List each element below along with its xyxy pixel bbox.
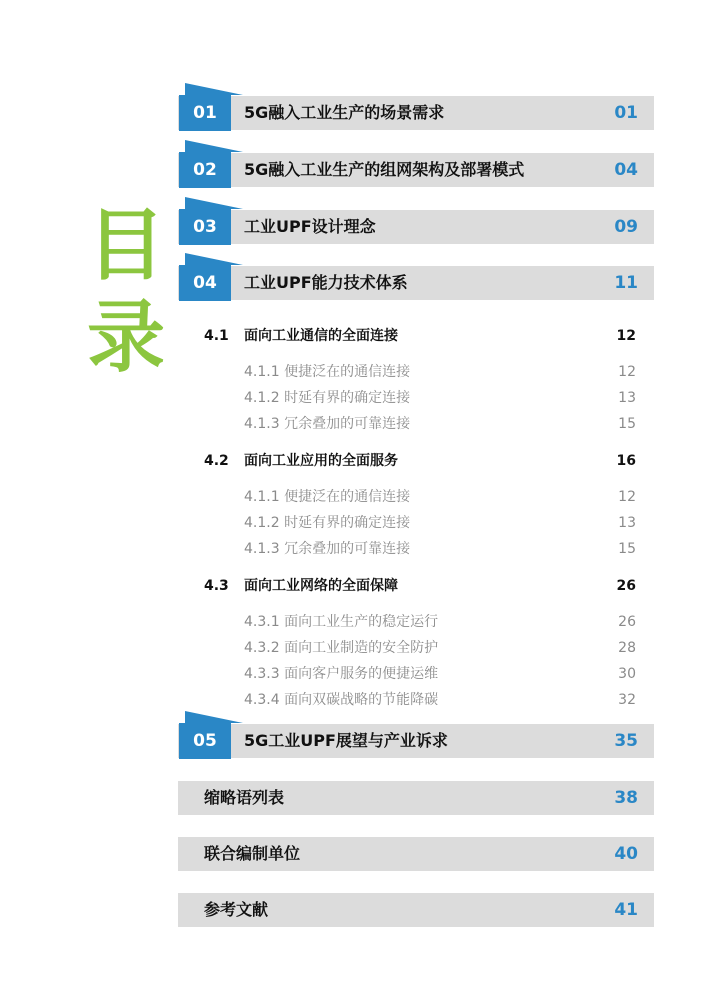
subsection-page: 30 — [618, 666, 636, 682]
subsection-title[interactable]: 4.1.2 时延有界的确定连接 — [244, 515, 411, 531]
toc-heading-char-1: 目 — [86, 201, 165, 291]
subsection-page: 12 — [618, 364, 636, 380]
chapter-number: 01 — [193, 103, 217, 123]
appendix-page: 41 — [614, 900, 638, 920]
subsection-title[interactable]: 4.3.1 面向工业生产的稳定运行 — [244, 614, 439, 630]
chapter-number: 04 — [193, 273, 217, 293]
subsection-title[interactable]: 4.3.4 面向双碳战略的节能降碳 — [244, 692, 439, 708]
subsection-title[interactable]: 4.1.2 时延有界的确定连接 — [244, 390, 411, 406]
chapter-badge — [179, 152, 231, 188]
section-title[interactable]: 面向工业通信的全面连接 — [244, 328, 398, 344]
section-number: 4.1 — [204, 328, 229, 344]
subsection-page: 13 — [618, 515, 636, 531]
section-page: 26 — [616, 578, 636, 594]
subsection-page: 12 — [618, 489, 636, 505]
chapter-number: 05 — [193, 731, 217, 751]
appendix-page: 40 — [614, 844, 638, 864]
chapter-page: 04 — [614, 160, 638, 180]
chapter-badge — [179, 723, 231, 759]
appendix-title[interactable]: 参考文献 — [204, 900, 269, 919]
subsection-page: 13 — [618, 390, 636, 406]
chapter-badge — [179, 265, 231, 301]
chapter-title[interactable]: 5G融入工业生产的场景需求 — [244, 103, 445, 122]
subsection-page: 15 — [618, 541, 636, 557]
section-title[interactable]: 面向工业应用的全面服务 — [244, 453, 398, 469]
subsection-page: 32 — [618, 692, 636, 708]
chapter-page: 09 — [614, 217, 638, 237]
chapter-number: 02 — [193, 160, 217, 180]
subsection-page: 28 — [618, 640, 636, 656]
chapter-title[interactable]: 工业UPF设计理念 — [244, 217, 376, 236]
subsection-title[interactable]: 4.1.1 便捷泛在的通信连接 — [244, 364, 411, 380]
toc-heading-char-2: 录 — [86, 293, 165, 383]
appendix-page: 38 — [614, 788, 638, 808]
appendix-title[interactable]: 联合编制单位 — [204, 844, 301, 863]
chapter-title[interactable]: 5G工业UPF展望与产业诉求 — [244, 731, 448, 750]
section-number: 4.3 — [204, 578, 229, 594]
chapter-page: 01 — [614, 103, 638, 123]
subsection-title[interactable]: 4.1.1 便捷泛在的通信连接 — [244, 489, 411, 505]
section-page: 16 — [616, 453, 636, 469]
chapter-number: 03 — [193, 217, 217, 237]
section-title[interactable]: 面向工业网络的全面保障 — [244, 578, 398, 594]
chapter-page: 11 — [614, 273, 638, 293]
toc-heading — [86, 200, 166, 384]
chapter-badge — [179, 209, 231, 245]
subsection-page: 26 — [618, 614, 636, 630]
section-page: 12 — [616, 328, 636, 344]
chapter-title[interactable]: 工业UPF能力技术体系 — [244, 273, 408, 292]
chapter-page: 35 — [614, 731, 638, 751]
chapter-badge — [179, 95, 231, 131]
subsection-title[interactable]: 4.3.3 面向客户服务的便捷运维 — [244, 666, 439, 682]
subsection-title[interactable]: 4.1.3 冗余叠加的可靠连接 — [244, 416, 411, 432]
appendix-title[interactable]: 缩略语列表 — [204, 788, 285, 807]
chapter-title[interactable]: 5G融入工业生产的组网架构及部署模式 — [244, 160, 525, 179]
subsection-title[interactable]: 4.3.2 面向工业制造的安全防护 — [244, 640, 439, 656]
section-number: 4.2 — [204, 453, 229, 469]
subsection-page: 15 — [618, 416, 636, 432]
subsection-title[interactable]: 4.1.3 冗余叠加的可靠连接 — [244, 541, 411, 557]
